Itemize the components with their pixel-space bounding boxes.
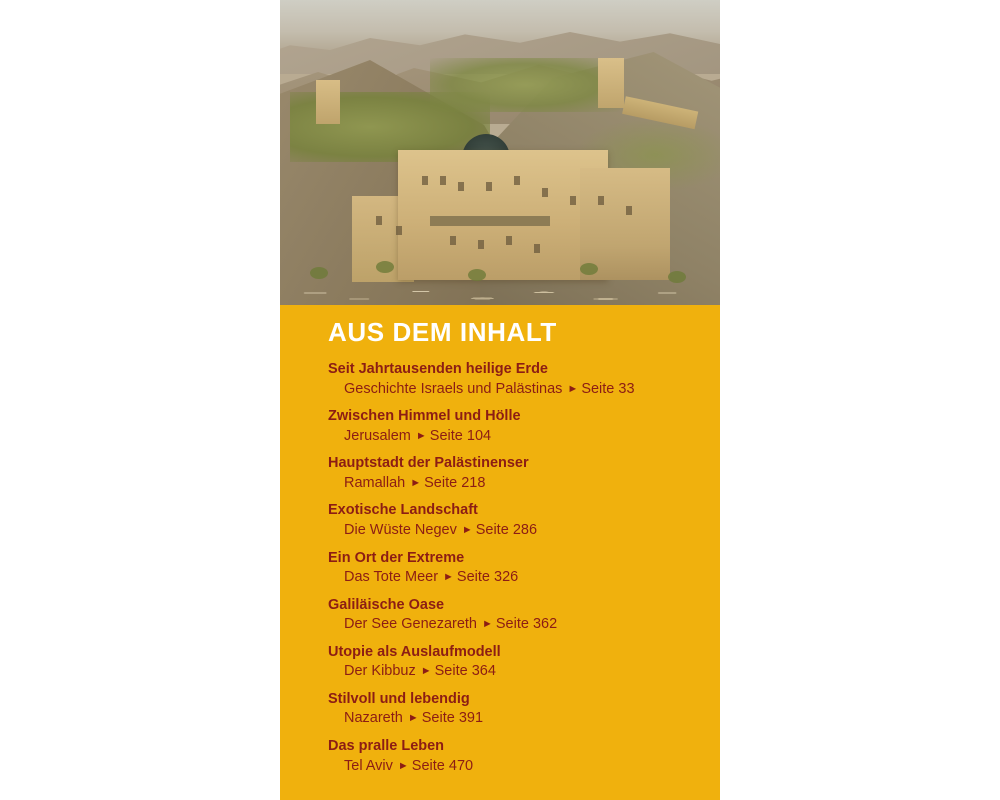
toc-entry-title: Seit Jahrtausenden heilige Erde xyxy=(328,361,548,377)
photo-window xyxy=(478,240,484,249)
toc-entry-topic: Das Tote Meer xyxy=(344,569,439,586)
toc-entry-topic: Tel Aviv xyxy=(344,757,393,774)
arrow-right-icon: ► xyxy=(407,712,419,725)
toc-entry-topic: Der Kibbuz xyxy=(344,663,416,680)
toc-page-number: 391 xyxy=(458,710,484,727)
toc-entry-topic: Jerusalem xyxy=(344,427,411,444)
arrow-right-icon: ► xyxy=(482,618,493,631)
toc-page-word: Seite xyxy=(434,663,468,680)
photo-tower-right xyxy=(598,58,624,108)
toc-page-word: Seite xyxy=(424,474,458,491)
toc-entry-title: Stilvoll und lebendig xyxy=(328,690,470,707)
toc-entry-title: Hauptstadt der Palästinenser xyxy=(328,455,529,472)
toc-page-word: Seite xyxy=(429,427,463,444)
toc-entry-detail xyxy=(344,474,720,494)
photo-foreground-rocks xyxy=(280,275,720,305)
toc-page-number: 364 xyxy=(471,663,496,680)
toc-page-number: 362 xyxy=(532,616,558,633)
toc-entry-topic: Ramallah xyxy=(344,474,406,491)
photo-window xyxy=(570,196,576,205)
arrow-right-icon: ► xyxy=(567,382,579,395)
toc-entry-detail xyxy=(344,380,720,400)
arrow-right-icon: ► xyxy=(410,476,422,489)
toc-page-number: 33 xyxy=(618,380,635,397)
toc-entry-detail xyxy=(344,427,720,447)
book-page-column xyxy=(280,0,720,800)
photo-window xyxy=(534,244,540,253)
photo-window xyxy=(440,176,446,185)
photo-roofline xyxy=(430,216,550,226)
arrow-right-icon: ► xyxy=(415,429,427,442)
photo-window xyxy=(506,236,512,245)
toc-entry xyxy=(328,549,720,588)
toc-entry xyxy=(328,690,720,729)
toc-page-word: Seite xyxy=(475,521,509,538)
photo-window xyxy=(450,236,456,245)
photo-window xyxy=(396,226,402,235)
toc-page-number: 470 xyxy=(448,757,474,774)
photo-window xyxy=(486,182,492,191)
photo-bush xyxy=(668,271,686,283)
arrow-right-icon: ► xyxy=(420,665,432,678)
photo-window xyxy=(376,216,382,225)
photo-window xyxy=(598,196,604,205)
toc-entry xyxy=(328,454,720,493)
toc-page-number: 104 xyxy=(466,427,492,444)
toc-entry-detail xyxy=(344,615,720,635)
toc-entry-topic: Die Wüste Negev xyxy=(344,521,457,538)
photo-window xyxy=(422,176,428,185)
toc-entry-topic: Der See Genezareth xyxy=(344,616,477,633)
photo-bush xyxy=(310,267,328,279)
arrow-right-icon: ► xyxy=(397,759,409,772)
photo-window xyxy=(626,206,632,215)
toc-entry xyxy=(328,360,720,399)
table-of-contents xyxy=(280,305,720,776)
header-photo xyxy=(280,0,720,305)
photo-window xyxy=(458,182,464,191)
toc-entry-detail xyxy=(344,709,720,729)
photo-window xyxy=(542,188,548,197)
toc-entry xyxy=(328,737,720,776)
photo-bush xyxy=(580,263,598,275)
toc-entry xyxy=(328,501,720,540)
toc-page-number: 218 xyxy=(461,474,486,491)
toc-entry xyxy=(328,643,720,682)
toc-entry-topic: Nazareth xyxy=(344,710,403,727)
toc-title: AUS DEM INHALT xyxy=(328,317,557,347)
toc-entry-title: Galiläische Oase xyxy=(328,596,445,613)
toc-entry-topic: Geschichte Israels und Palästinas xyxy=(344,380,563,397)
photo-window xyxy=(514,176,520,185)
toc-entry-title: Utopie als Auslaufmodell xyxy=(328,643,501,660)
photo-bush xyxy=(376,261,394,273)
toc-entry-detail xyxy=(344,757,720,777)
toc-page-word: Seite xyxy=(411,757,445,774)
toc-entry-title: Das pralle Leben xyxy=(328,738,445,754)
toc-entry-title: Zwischen Himmel und Hölle xyxy=(328,408,521,425)
toc-page-word: Seite xyxy=(421,710,455,727)
photo-bush xyxy=(468,269,486,281)
toc-page-word: Seite xyxy=(456,569,490,586)
toc-entry-detail xyxy=(344,662,720,682)
photo-vegetation-mid xyxy=(430,58,620,112)
toc-entry xyxy=(328,596,720,635)
toc-page-word: Seite xyxy=(581,380,615,397)
arrow-right-icon: ► xyxy=(461,523,473,536)
toc-page-number: 286 xyxy=(512,521,538,538)
arrow-right-icon: ► xyxy=(443,571,454,584)
toc-entry-detail xyxy=(344,568,720,588)
toc-entry xyxy=(328,407,720,446)
toc-entry-title: Exotische Landschaft xyxy=(328,502,478,519)
toc-entry-title: Ein Ort der Extreme xyxy=(328,549,465,566)
toc-page-word: Seite xyxy=(495,616,529,633)
toc-page-number: 326 xyxy=(494,569,519,586)
photo-tower-left xyxy=(316,80,340,124)
toc-entry-detail xyxy=(344,521,720,541)
